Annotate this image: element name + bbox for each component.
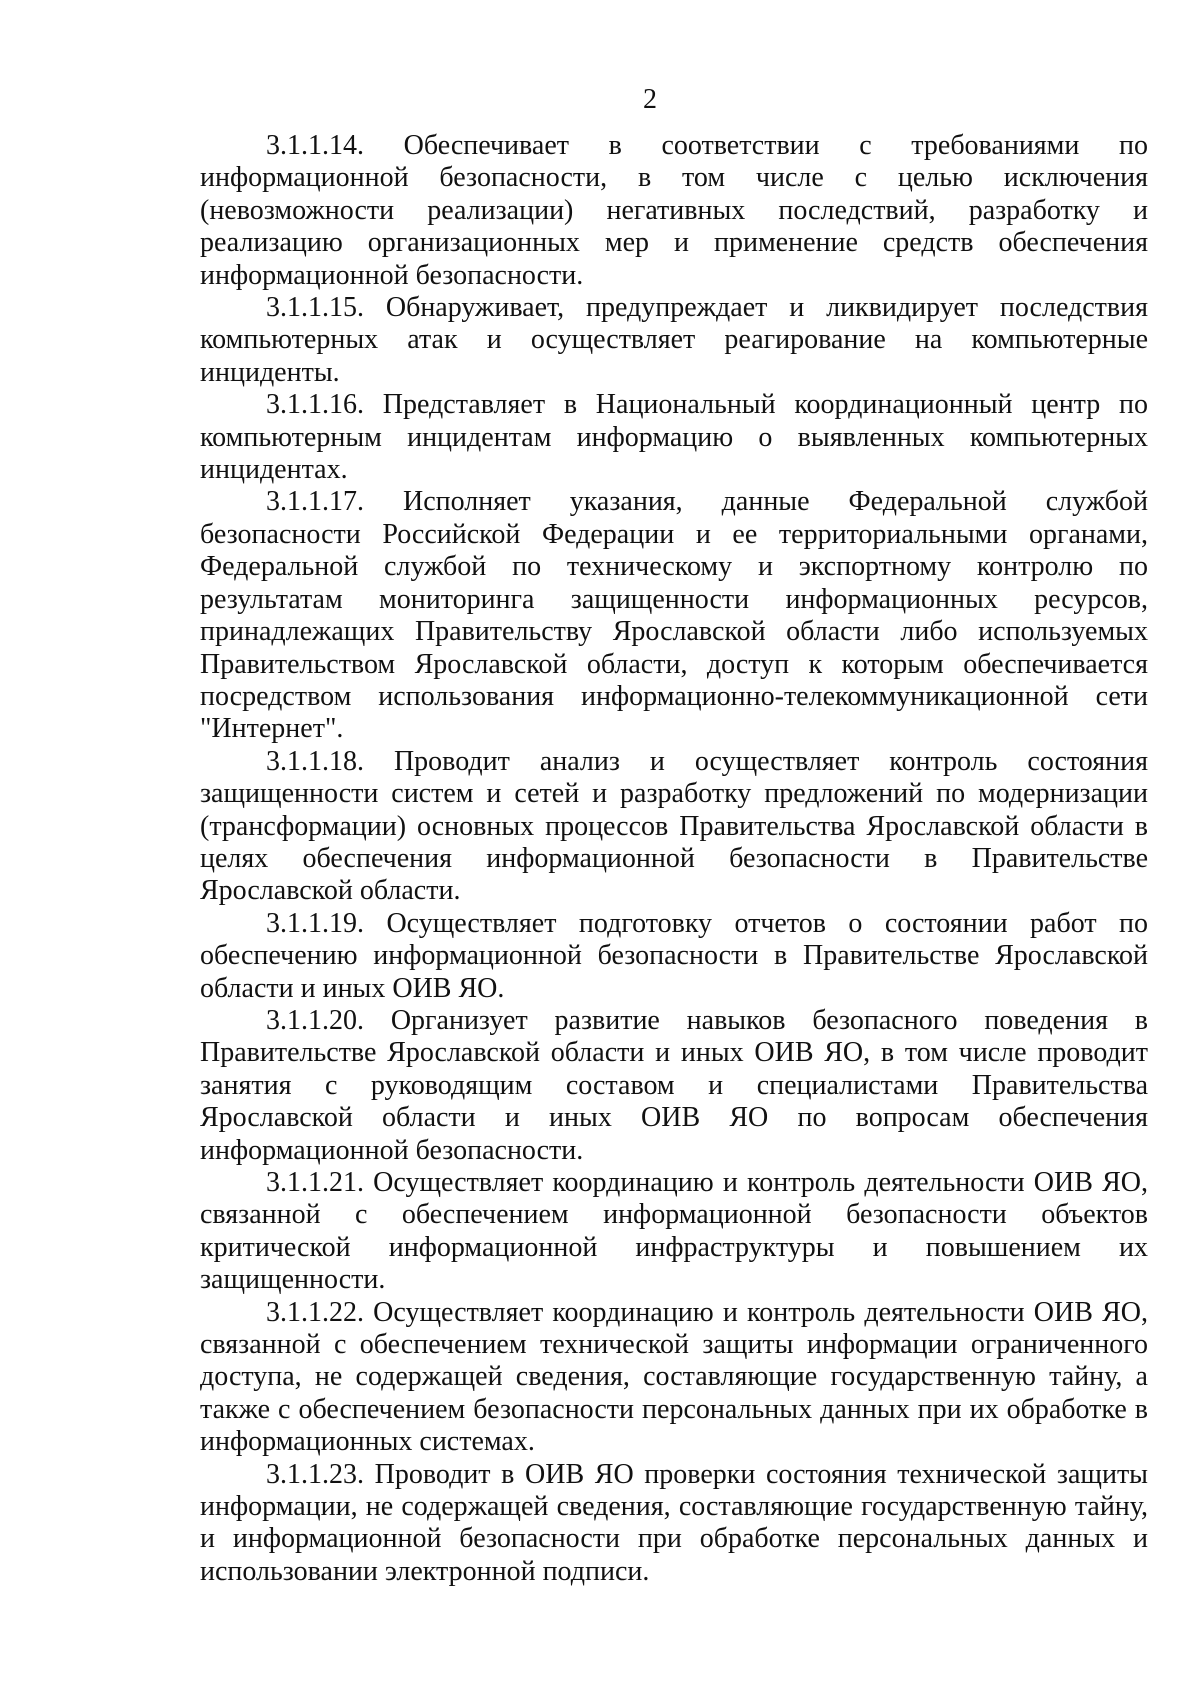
page-number: 2 — [643, 84, 657, 115]
paragraph-3-1-1-22: 3.1.1.22. Осуществляет координацию и контроль деятельности ОИВ ЯО, связанной с обеспечением технической защиты информации ограниченного доступа, не содержащей сведения, составляющие государственную тайну, а также с обеспечением безопасности персональных данных при их обработке в информационных системах. — [200, 1296, 1148, 1458]
paragraph-3-1-1-18: 3.1.1.18. Проводит анализ и осуществляет контроль состояния защищенности систем и сетей и разработку предложений по модернизации (трансформации) основных процессов Правительства Ярославской области в целях обеспечения информационной безопасности в Правительстве Ярославской области. — [200, 745, 1148, 907]
paragraph-3-1-1-14: 3.1.1.14. Обеспечивает в соответствии с требованиями по информационной безопасности, в том числе с целью исключения (невозможности реализации) негативных последствий, разработку и реализацию организационных мер и применение средств обеспечения информационной безопасности. — [200, 130, 1148, 291]
paragraph-3-1-1-20: 3.1.1.20. Организует развитие навыков безопасного поведения в Правительстве Ярославской области и иных ОИВ ЯО, в том числе проводит занятия с руководящим составом и специалистами Правительства Ярославской области и иных ОИВ ЯО по вопросам обеспечения информационной безопасности. — [200, 1004, 1148, 1166]
paragraph-3-1-1-21: 3.1.1.21. Осуществляет координацию и контроль деятельности ОИВ ЯО, связанной с обеспечением информационной безопасности объектов критической информационной инфраструктуры и повышением их защищенности. — [200, 1167, 1148, 1296]
paragraph-3-1-1-19: 3.1.1.19. Осуществляет подготовку отчетов о состоянии работ по обеспечению информационной безопасности в Правительстве Ярославской области и иных ОИВ ЯО. — [200, 907, 1148, 1004]
paragraph-3-1-1-16: 3.1.1.16. Представляет в Национальный координационный центр по компьютерным инцидентам информацию о выявленных компьютерных инцидентах. — [200, 389, 1148, 486]
document-body — [200, 130, 1148, 1588]
paragraph-3-1-1-23: 3.1.1.23. Проводит в ОИВ ЯО проверки состояния технической защиты информации, не содержащей сведения, составляющие государственную тайну, и информационной безопасности при обработке персональных данных и использовании электронной подписи. — [200, 1458, 1148, 1587]
paragraph-3-1-1-15: 3.1.1.15. Обнаруживает, предупреждает и ликвидирует последствия компьютерных атак и осуществляет реагирование на компьютерные инциденты. — [200, 292, 1148, 388]
paragraph-3-1-1-17: 3.1.1.17. Исполняет указания, данные Федеральной службой безопасности Российской Федерации и ее территориальными органами, Федеральной службой по техническому и экспортному контролю по результатам мониторинга защищенности информационных ресурсов, принадлежащих Правительству Ярославской области либо используемых Правительством Ярославской области, доступ к которым обеспечивается посредством использования информационно-телекоммуникационной сети "Интернет". — [200, 486, 1148, 745]
